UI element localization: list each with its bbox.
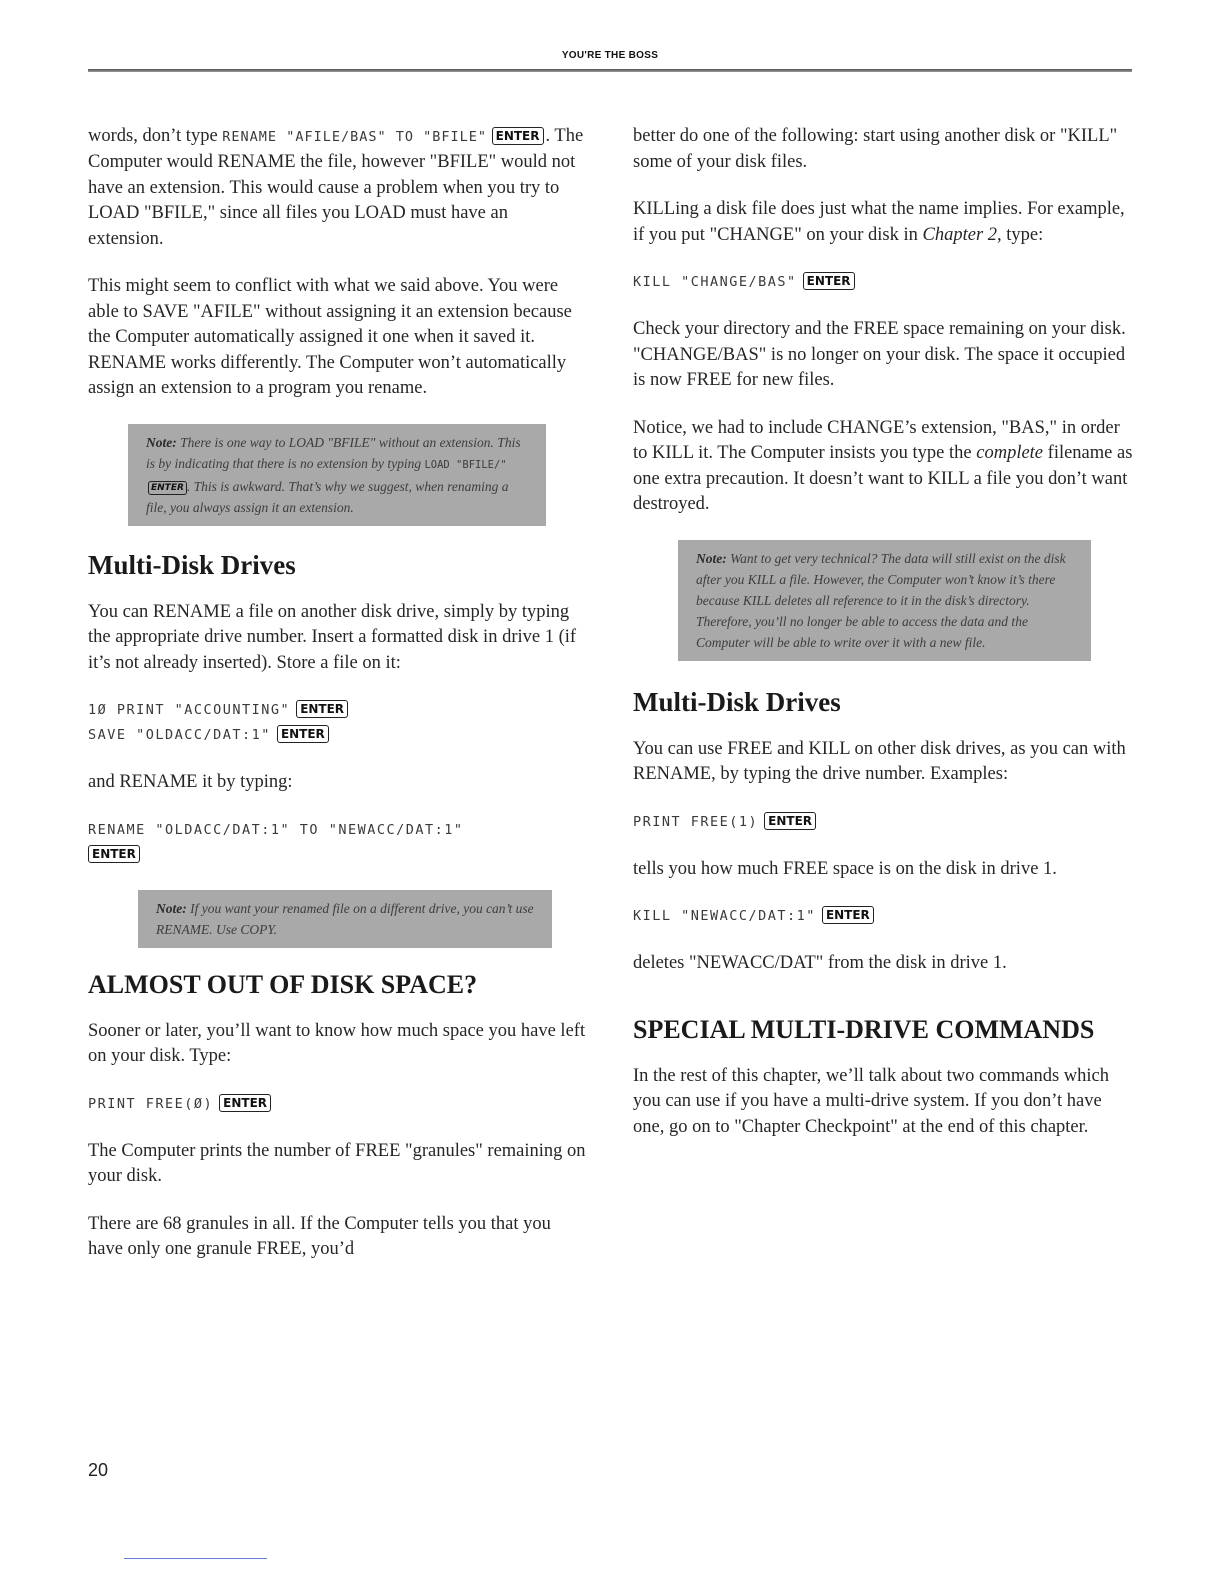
- left-column: [88, 124, 588, 1285]
- footer-rule: [124, 1558, 267, 1559]
- paragraph: Check your directory and the FREE space remaining on your disk. "CHANGE/BAS" is no longer on your disk. The space it occupied is now FREE for new files.: [633, 319, 1126, 390]
- section-heading: ALMOST OUT OF DISK SPACE?: [88, 969, 478, 999]
- paragraph: and RENAME it by typing:: [88, 772, 293, 792]
- paragraph: The Computer prints the number of FREE "granules" remaining on your disk.: [88, 1140, 586, 1186]
- code-block: PRINT FREE(1) ENTER: [633, 810, 1133, 835]
- code-block: PRINT FREE(Ø) ENTER: [88, 1092, 588, 1117]
- note-box: Note: Want to get very technical? The data will still exist on the disk after you KILL a file. However, the Computer won’t know it’s there because KILL deletes all reference to it in the disk’s directory. Therefore, you’ll no longer be able to access the data and the Computer will be able to write over it with a new file.: [678, 540, 1091, 661]
- inline-code: RENAME "AFILE/BAS" TO "BFILE": [222, 129, 487, 145]
- paragraph: You can RENAME a file on another disk drive, simply by typing the appropriate drive number. Insert a formatted disk in drive 1 (if it’s not already inserted). Store a file on it:: [88, 601, 577, 673]
- enter-key: ENTER: [822, 906, 874, 924]
- note-box: Note: If you want your renamed file on a different drive, you can’t use RENAME. Use COPY.: [138, 890, 552, 948]
- enter-key: ENTER: [803, 272, 855, 290]
- paragraph: Notice, we had to include CHANGE’s extension, "BAS," in order to KILL it. The Computer insists you type the complete filename as one extra precaution. It doesn’t want to KILL a file you don’t want destroyed.: [633, 417, 1133, 514]
- paragraph: deletes "NEWACC/DAT" from the disk in drive 1.: [633, 953, 1007, 973]
- enter-key: ENTER: [148, 481, 187, 495]
- enter-key: ENTER: [296, 700, 348, 718]
- paragraph: tells you how much FREE space is on the disk in drive 1.: [633, 858, 1057, 879]
- paragraph: There are 68 granules in all. If the Computer tells you that you have only one granule FREE, you’d: [88, 1213, 551, 1259]
- paragraph: words, don’t type RENAME "AFILE/BAS" TO "BFILE" ENTER . The Computer would RENAME the file, however "BFILE" would not have an extension. This would cause a problem when you try to LOAD "BFILE," since all files you LOAD must have an extension.: [88, 126, 584, 249]
- enter-key: ENTER: [492, 127, 544, 145]
- right-column: [633, 124, 1133, 1162]
- paragraph: You can use FREE and KILL on other disk drives, as you can with RENAME, by typing the drive number. Examples:: [633, 738, 1126, 784]
- note-box: Note: There is one way to LOAD "BFILE" without an extension. This is by indicating that there is no extension by typing LOAD "BFILE/" ENTER . This is awkward. That’s why we suggest, when renaming a file, you always assign it an extension.: [128, 424, 546, 526]
- section-heading: Multi-Disk Drives: [88, 549, 296, 580]
- enter-key: ENTER: [219, 1094, 271, 1112]
- paragraph: This might seem to conflict with what we said above. You were able to SAVE "AFILE" without assigning it an extension because the Computer automatically assigned it one when it saved it. RENAME works differently. The Computer won’t automatically assign an extension to a program you rename.: [88, 276, 572, 398]
- code-block: RENAME "OLDACC/DAT:1" TO "NEWACC/DAT:1" ENTER: [88, 821, 464, 861]
- code-block: KILL "NEWACC/DAT:1" ENTER: [633, 904, 1133, 929]
- enter-key: ENTER: [88, 845, 140, 863]
- page-number: 20: [88, 1460, 109, 1480]
- paragraph: KILLing a disk file does just what the name implies. For example, if you put "CHANGE" on your disk in Chapter 2, type:: [633, 199, 1125, 245]
- code-block: KILL "CHANGE/BAS" ENTER: [633, 270, 1133, 295]
- paragraph: better do one of the following: start using another disk or "KILL" some of your disk files.: [633, 126, 1118, 172]
- note-label: Note:: [696, 550, 727, 566]
- section-heading: SPECIAL MULTI-DRIVE COMMANDS: [633, 1014, 1095, 1044]
- paragraph: Sooner or later, you’ll want to know how much space you have left on your disk. Type:: [88, 1020, 586, 1066]
- inline-code: LOAD "BFILE/": [424, 458, 507, 471]
- enter-key: ENTER: [277, 725, 329, 743]
- running-header: YOU'RE THE BOSS: [561, 50, 659, 61]
- note-label: Note:: [156, 900, 187, 916]
- paragraph: In the rest of this chapter, we’ll talk about two commands which you can use if you have a multi-drive system. If you don’t have one, go on to "Chapter Checkpoint" at the end of this chapter.: [633, 1065, 1110, 1137]
- header-rule: [88, 69, 1132, 72]
- code-block: 1Ø PRINT "ACCOUNTING" ENTER SAVE "OLDACC/DAT:1" ENTER: [88, 698, 588, 748]
- section-heading: Multi-Disk Drives: [633, 686, 841, 717]
- enter-key: ENTER: [764, 812, 816, 830]
- note-label: Note:: [146, 434, 177, 450]
